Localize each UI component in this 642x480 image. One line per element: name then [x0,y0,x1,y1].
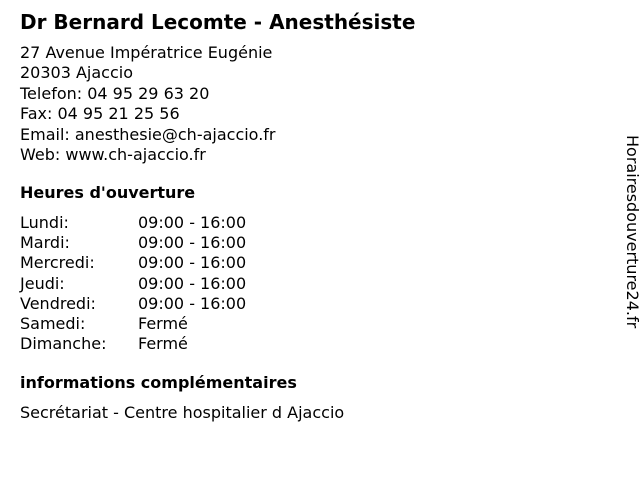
opening-hours-list [20,213,320,354]
hours-row-thursday [20,274,320,294]
hours-row-tuesday [20,233,320,253]
website: Web: www.ch-ajaccio.fr [20,144,206,164]
day-label: Mercredi: [20,253,95,273]
hours-row-saturday [20,314,320,334]
time-value: 09:00 - 16:00 [138,253,247,273]
hours-row-friday [20,294,320,314]
site-watermark: Horairesdouverture24.fr [623,135,642,329]
email-address: Email: anesthesie@ch-ajaccio.fr [20,124,276,144]
contact-block [20,43,275,165]
day-label: Vendredi: [20,293,96,313]
opening-hours-heading: Heures d'ouverture [20,183,196,202]
phone-number: Telefon: 04 95 29 63 20 [20,83,210,103]
address-street: 27 Avenue Impératrice Eugénie [20,43,273,62]
hours-row-sunday [20,334,320,354]
day-label: Dimanche: [20,334,107,354]
day-label: Lundi: [20,213,69,232]
time-value: 09:00 - 16:00 [138,273,247,293]
time-value: 09:00 - 16:00 [138,213,247,232]
hours-row-monday [20,213,320,233]
address-city: 20303 Ajaccio [20,63,134,83]
time-value: Fermé [138,334,188,354]
fax-number: Fax: 04 95 21 25 56 [20,104,180,124]
day-label: Jeudi: [20,273,65,293]
time-value: 09:00 - 16:00 [138,293,247,313]
additional-info-text: Secrétariat - Centre hospitalier d Ajaccio [20,403,345,422]
day-label: Mardi: [20,233,70,253]
page-title: Dr Bernard Lecomte - Anesthésiste [20,10,416,34]
time-value: 09:00 - 16:00 [138,233,247,253]
additional-info-heading: informations complémentaires [20,373,297,392]
time-value: Fermé [138,313,188,333]
day-label: Samedi: [20,313,86,333]
hours-row-wednesday [20,253,320,273]
